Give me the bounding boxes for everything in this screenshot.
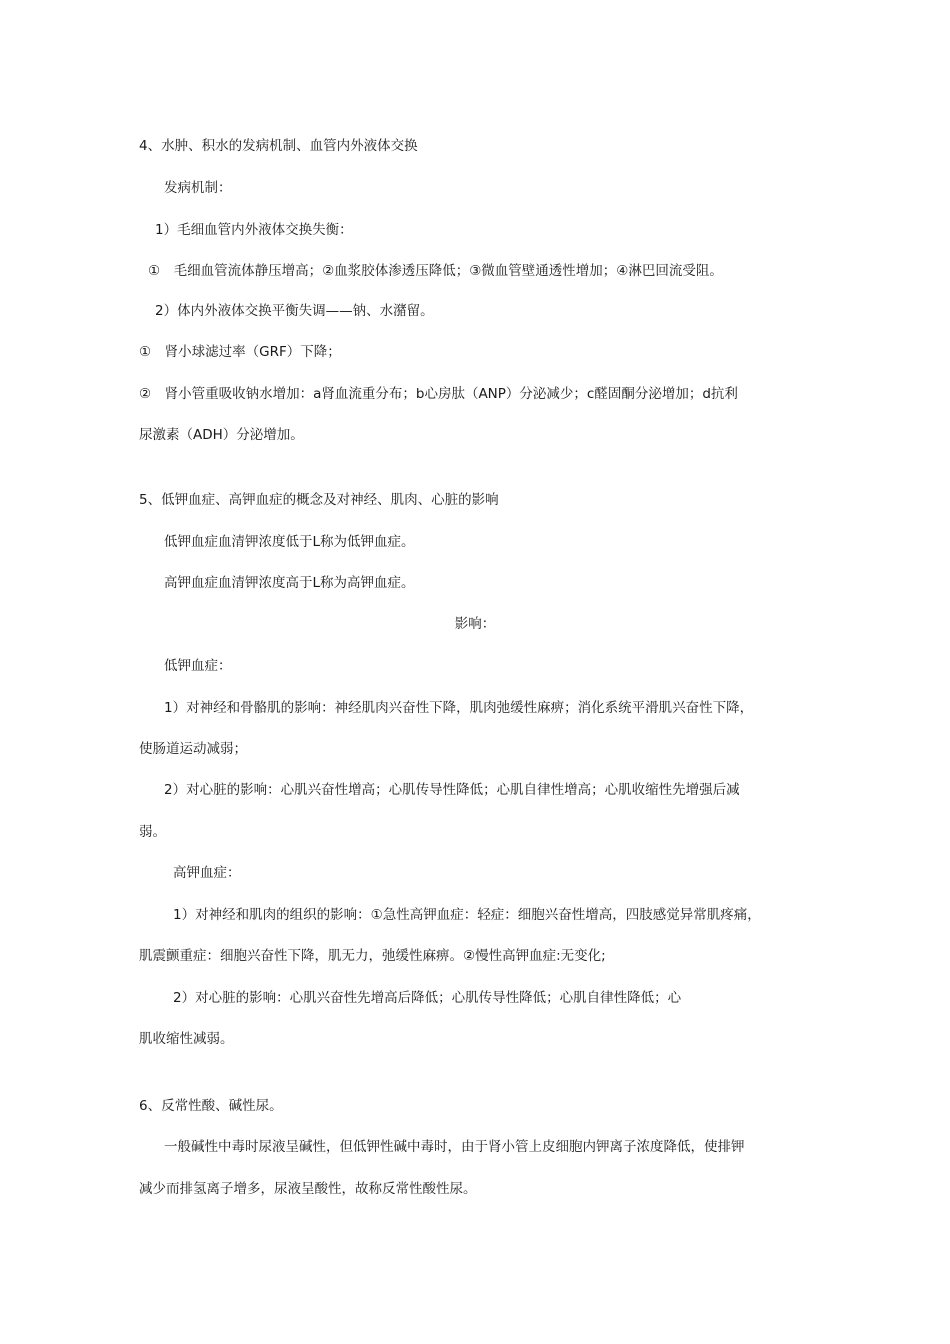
- hyper-effect-1-line2: 肌震颤重症：细胞兴奋性下降，肌无力，弛缓性麻痹。②慢性高钾血症:无变化;: [139, 948, 606, 964]
- item1-title: 1）毛细血管内外液体交换失衡：: [155, 222, 353, 238]
- item2-a: ① 肾小球滤过率（GRF）下降；: [139, 344, 341, 360]
- hyperkalemia-definition: 高钾血症血清钾浓度高于L称为高钾血症。: [164, 575, 415, 591]
- mechanism-label: 发病机制：: [164, 180, 232, 196]
- hypo-effect-2-line2: 弱。: [139, 824, 166, 840]
- hyper-effect-2-line2: 肌收缩性减弱。: [139, 1031, 234, 1047]
- item2-b-line1: ② 肾小管重吸收钠水增加：a肾血流重分布；b心房肽（ANP）分泌减少；c醛固酮分泌增加；d抗利: [139, 386, 738, 402]
- hypokalemia-definition: 低钾血症血清钾浓度低于L称为低钾血症。: [164, 534, 415, 550]
- section-6-heading: 6、反常性酸、碱性尿。: [139, 1098, 283, 1114]
- hypo-effect-1-line2: 使肠道运动减弱；: [139, 741, 247, 757]
- section-4-heading: 4、水肿、积水的发病机制、血管内外液体交换: [139, 138, 418, 154]
- hyper-effect-2-line1: 2）对心脏的影响：心肌兴奋性先增高后降低；心肌传导性降低；心肌自律性降低；心: [173, 990, 682, 1006]
- section-5-heading: 5、低钾血症、高钾血症的概念及对神经、肌肉、心脏的影响: [139, 492, 499, 508]
- item2-b-line2: 尿激素（ADH）分泌增加。: [139, 427, 304, 443]
- section-6-body-line2: 减少而排氢离子增多，尿液呈酸性，故称反常性酸性尿。: [139, 1181, 477, 1197]
- section-6-body-line1: 一般碱性中毒时尿液呈碱性，但低钾性碱中毒时，由于肾小管上皮细胞内钾离子浓度降低，使排钾: [164, 1139, 745, 1155]
- hyperkalemia-label: 高钾血症：: [173, 865, 241, 881]
- hypo-effect-2-line1: 2）对心脏的影响：心肌兴奋性增高；心肌传导性降低；心肌自律性增高；心肌收缩性先增强后减: [164, 782, 740, 798]
- hyper-effect-1-line1: 1）对神经和肌肉的组织的影响：①急性高钾血症：轻症：细胞兴奋性增高，四肢感觉异常肌疼痛，: [173, 907, 761, 923]
- hypo-effect-1-line1: 1）对神经和骨骼肌的影响：神经肌肉兴奋性下降，肌肉弛缓性麻痹；消化系统平滑肌兴奋性下降，: [164, 700, 754, 716]
- effects-label: 影响：: [454, 616, 496, 632]
- item1-detail: ① 毛细血管流体静压增高；②血浆胶体渗透压降低；③微血管壁通透性增加；④淋巴回流受阻。: [148, 263, 723, 279]
- hypokalemia-label: 低钾血症：: [164, 658, 232, 674]
- item2-title: 2）体内外液体交换平衡失调——钠、水潴留。: [155, 303, 434, 319]
